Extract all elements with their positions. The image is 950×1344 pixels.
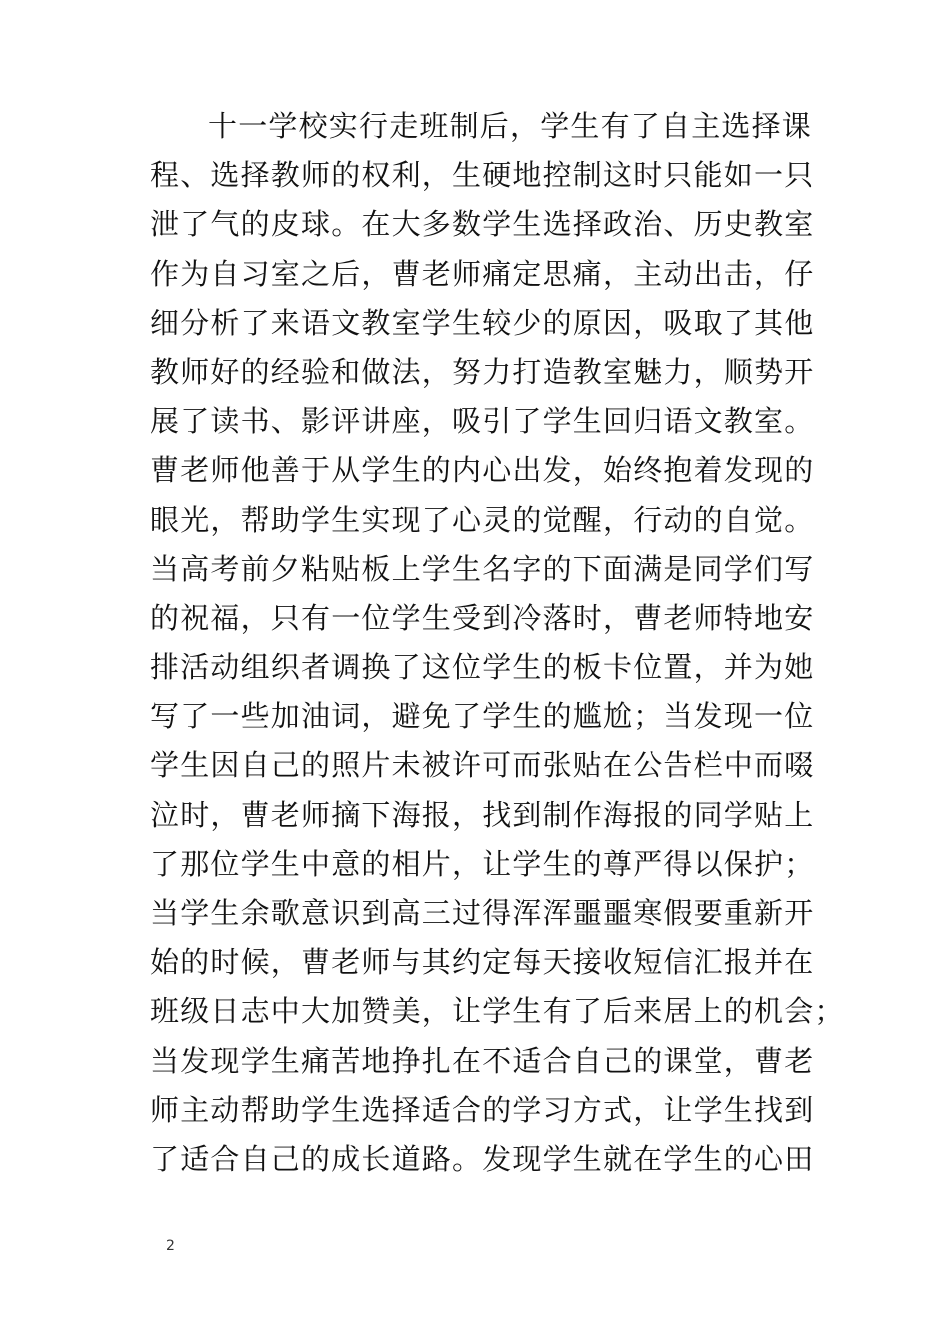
text-line: 学生因自己的照片未被许可而张贴在公告栏中而啜 bbox=[150, 748, 815, 783]
text-line: 眼光，帮助学生实现了心灵的觉醒，行动的自觉。 bbox=[150, 502, 815, 537]
text-line: 始的时候，曹老师与其约定每天接收短信汇报并在 bbox=[150, 945, 815, 980]
text-line: 当发现学生痛苦地挣扎在不适合自己的课堂，曹老 bbox=[150, 1043, 815, 1078]
text-line: 程、选择教师的权利，生硬地控制这时只能如一只 bbox=[150, 158, 815, 193]
text-line: 教师好的经验和做法，努力打造教室魅力，顺势开 bbox=[150, 354, 815, 389]
text-line: 十一学校实行走班制后，学生有了自主选择课 bbox=[208, 109, 813, 143]
text-line: 的祝福，只有一位学生受到冷落时，曹老师特地安 bbox=[150, 600, 815, 635]
text-line: 泣时，曹老师摘下海报，找到制作海报的同学贴上 bbox=[150, 797, 815, 832]
text-line: 当学生余歌意识到高三过得浑浑噩噩寒假要重新开 bbox=[150, 896, 815, 930]
text-line: 细分析了来语文教室学生较少的原因，吸取了其他 bbox=[150, 305, 815, 340]
text-line: 作为自习室之后，曹老师痛定思痛，主动出击，仔 bbox=[150, 256, 815, 291]
text-line: 了适合自己的成长道路。发现学生就在学生的心田 bbox=[150, 1141, 815, 1176]
text-line: 曹老师他善于从学生的内心出发，始终抱着发现的 bbox=[150, 453, 815, 488]
body-paragraph bbox=[150, 102, 845, 1184]
text-line: 了那位学生中意的相片，让学生的尊严得以保护； bbox=[150, 846, 815, 881]
text-line: 排活动组织者调换了这位学生的板卡位置，并为她 bbox=[150, 650, 815, 685]
text-line: 班级日志中大加赞美，让学生有了后来居上的机会； bbox=[150, 994, 845, 1029]
text-line: 写了一些加油词，避免了学生的尴尬；当发现一位 bbox=[150, 699, 815, 734]
page-number: 2 bbox=[166, 1238, 175, 1254]
text-line: 展了读书、影评讲座，吸引了学生回归语文教室。 bbox=[150, 404, 815, 439]
text-line: 当高考前夕粘贴板上学生名字的下面满是同学们写 bbox=[150, 551, 815, 586]
text-line: 泄了气的皮球。在大多数学生选择政治、历史教室 bbox=[150, 207, 815, 242]
text-line: 师主动帮助学生选择适合的学习方式，让学生找到 bbox=[150, 1092, 815, 1127]
